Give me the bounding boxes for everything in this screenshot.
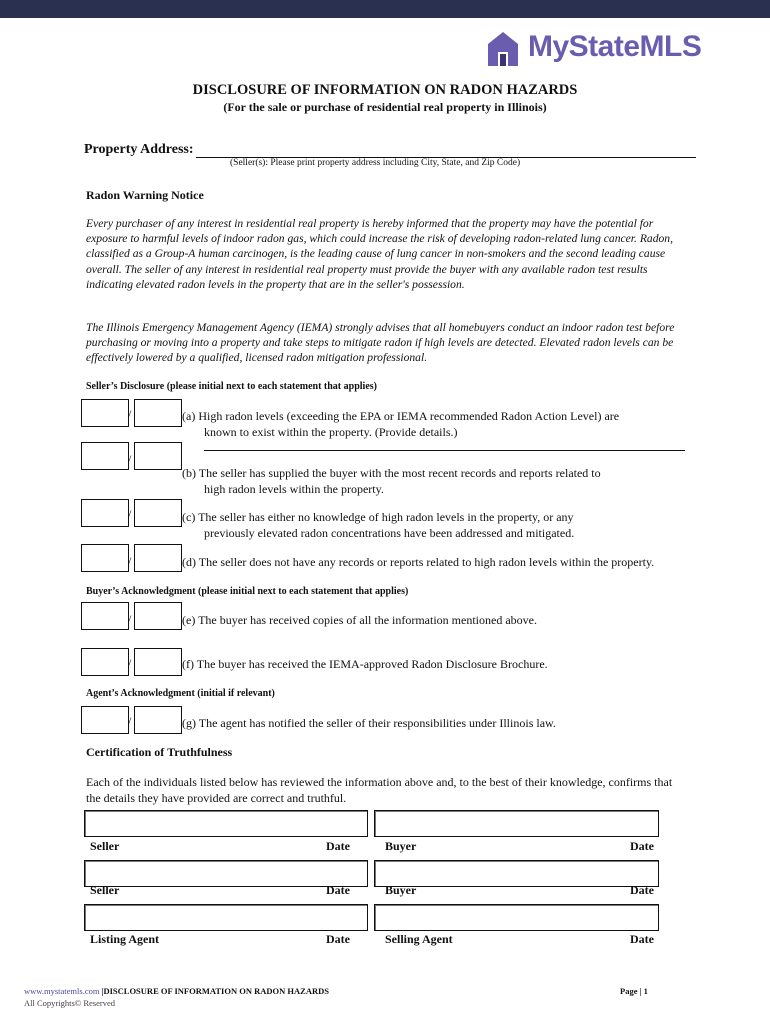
- statement-text: (f) The buyer has received the IEMA-approved Radon Disclosure Brochure.: [182, 657, 548, 671]
- date-label: Date: [326, 839, 350, 853]
- top-banner: [0, 0, 770, 18]
- agent-initial-box[interactable]: [134, 706, 182, 734]
- statement-d: [182, 554, 654, 570]
- seller-initial-box[interactable]: [81, 399, 132, 427]
- selling-agent-signature-field[interactable]: [374, 904, 659, 931]
- footer-copyright: All Copyrights© Reserved: [24, 998, 115, 1008]
- statement-text: previously elevated radon concentrations have been addressed and mitigated.: [204, 526, 575, 540]
- agent-initial-box[interactable]: [81, 706, 132, 734]
- seller-initial-box[interactable]: [134, 544, 182, 572]
- buyer-acknowledgment-heading: Buyer’s Acknowledgment (please initial next to each statement that applies): [86, 586, 409, 597]
- seller-initial-box[interactable]: [134, 442, 182, 470]
- buyer-signature-field[interactable]: [374, 860, 659, 887]
- buyer-initial-box[interactable]: [134, 648, 182, 676]
- date-label: Date: [326, 883, 350, 897]
- seller-label: Seller: [90, 883, 120, 897]
- seller-disclosure-heading: Seller’s Disclosure (please initial next to each statement that applies): [86, 381, 377, 392]
- statement-a: [182, 408, 619, 440]
- footer-document-name: |DISCLOSURE OF INFORMATION ON RADON HAZARDS: [101, 986, 329, 996]
- buyer-initial-box[interactable]: [81, 648, 132, 676]
- warning-paragraph-1: Every purchaser of any interest in residential real property is hereby informed that the property may have the potential for exposure to harmful levels of indoor radon gas, which could increase the risk of developing radon-related lung cancer. Radon, classified as a Group-A human carcinogen, is the leading cause of lung cancer in non-smokers and the second leading cause overall. The seller of any interest in residential real property must provide the buyer with any available radon test results indicating elevated radon levels in the property that are in the seller's possession.: [86, 217, 674, 291]
- buyer-initial-box[interactable]: [134, 602, 182, 630]
- footer-website-link[interactable]: www.mystatemls.com: [24, 986, 100, 996]
- statement-text: (d) The seller does not have any records or reports related to high radon levels within the property.: [182, 555, 655, 569]
- mystatemls-logo: [486, 30, 726, 70]
- statement-text: (g) The agent has notified the seller of their responsibilities under Illinois law.: [182, 716, 556, 730]
- date-label: Date: [326, 932, 350, 946]
- certification-text: Each of the individuals listed below has reviewed the information above and, to the best of their knowledge, confirms that the details they have provided are correct and truthful.: [86, 775, 673, 805]
- statement-text: high radon levels within the property.: [204, 482, 384, 496]
- slash-separator: /: [128, 714, 132, 728]
- statement-b: [182, 465, 601, 497]
- statement-text: (e) The buyer has received copies of all the information mentioned above.: [182, 613, 537, 627]
- date-label: Date: [630, 932, 654, 946]
- certification-heading: Certification of Truthfulness: [86, 745, 233, 759]
- seller-initial-box[interactable]: [81, 544, 132, 572]
- buyer-signature-field[interactable]: [374, 810, 659, 837]
- slash-separator: /: [128, 407, 132, 421]
- seller-signature-field[interactable]: [84, 810, 368, 837]
- statement-text: known to exist within the property. (Provide details.): [204, 425, 458, 439]
- buyer-label: Buyer: [385, 883, 417, 897]
- agent-acknowledgment-heading: Agent’s Acknowledgment (initial if relevant): [86, 688, 275, 699]
- seller-initial-box[interactable]: [134, 399, 182, 427]
- buyer-initial-box[interactable]: [81, 602, 132, 630]
- slash-separator: /: [128, 656, 132, 670]
- footer-document-line: [24, 986, 329, 996]
- property-address-hint: (Seller(s): Please print property address including City, State, and Zip Code): [230, 158, 521, 168]
- slash-separator: /: [128, 612, 132, 626]
- document-title: DISCLOSURE OF INFORMATION ON RADON HAZARDS: [192, 82, 578, 98]
- buyer-label: Buyer: [385, 839, 417, 853]
- seller-initial-box[interactable]: [81, 442, 132, 470]
- statement-text: (a) High radon levels (exceeding the EPA or IEMA recommended Radon Action Level) are: [182, 409, 620, 423]
- house-logo-icon: [486, 30, 520, 68]
- statement-text: (c) The seller has either no knowledge of high radon levels in the property, or any: [182, 510, 574, 524]
- listing-agent-signature-field[interactable]: [84, 904, 368, 931]
- statement-e: [182, 612, 537, 628]
- slash-separator: /: [128, 452, 132, 466]
- seller-initial-box[interactable]: [134, 499, 182, 527]
- property-address-label: Property Address:: [84, 142, 194, 157]
- details-line[interactable]: [204, 450, 685, 451]
- brand-name: MyStateMLS: [528, 30, 702, 63]
- statement-text: (b) The seller has supplied the buyer with the most recent records and reports related to: [182, 466, 601, 480]
- footer-page-number: Page | 1: [620, 986, 648, 996]
- slash-separator: /: [128, 507, 132, 521]
- statement-c: [182, 509, 574, 541]
- document-subtitle: (For the sale or purchase of residential real property in Illinois): [223, 100, 547, 114]
- statement-f: [182, 656, 548, 672]
- statement-g: [182, 715, 556, 731]
- date-label: Date: [630, 883, 654, 897]
- warning-paragraph-2: The Illinois Emergency Management Agency (IEMA) strongly advises that all homebuyers conduct an indoor radon test before purchasing or moving into a property and take steps to mitigate radon if high levels are detected. Elevated radon levels can be effectively lowered by a qualified, licensed radon mitigation professional.: [86, 321, 675, 365]
- listing-agent-label: Listing Agent: [90, 932, 160, 946]
- date-label: Date: [630, 839, 654, 853]
- seller-initial-box[interactable]: [81, 499, 132, 527]
- seller-label: Seller: [90, 839, 120, 853]
- slash-separator: /: [128, 554, 132, 568]
- warning-heading: Radon Warning Notice: [86, 188, 204, 202]
- selling-agent-label: Selling Agent: [385, 932, 453, 946]
